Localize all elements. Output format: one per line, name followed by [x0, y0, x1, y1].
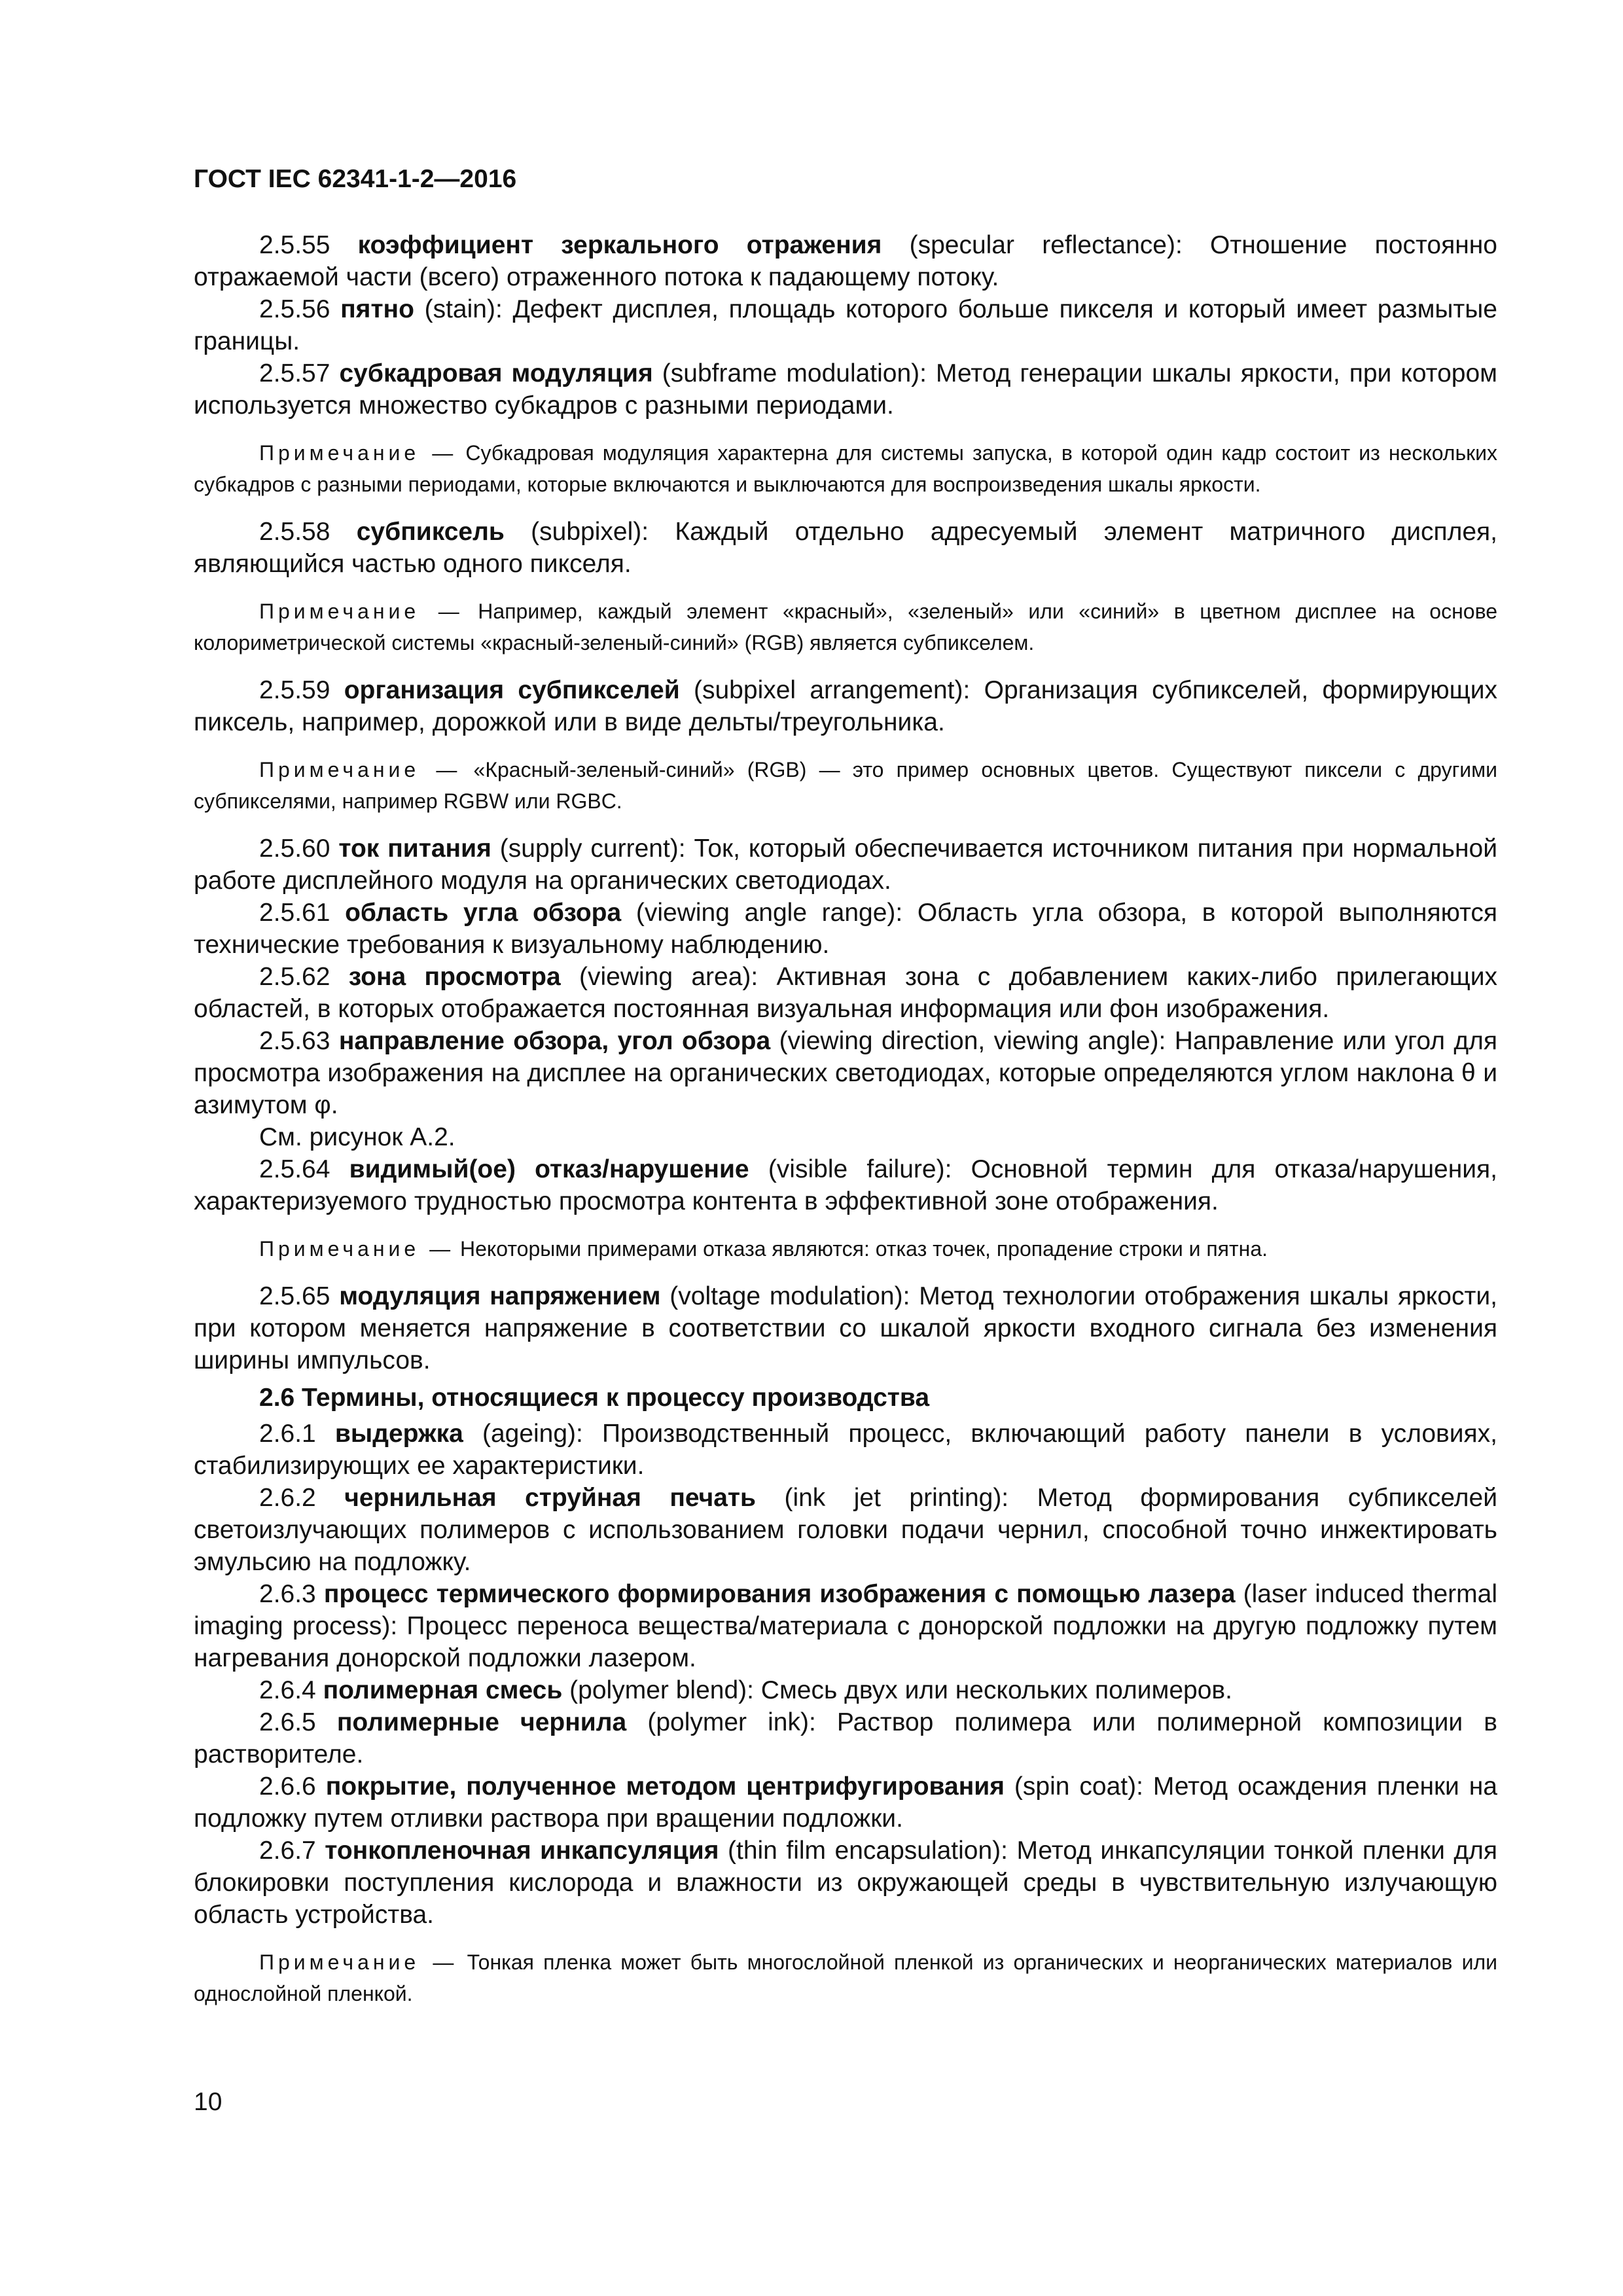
entry-2-6-3 [194, 1578, 1497, 1674]
note-text: «Красный-зеленый-синий» (RGB) — это пример основных цветов. Существуют пиксели с другими субпикселями, например RGBW или RGBC. [194, 758, 1498, 813]
entry-definition: (ink jet printing): Метод формирования субпикселей светоизлучающих полимеров с использованием головки подачи чернил, способной точно инжектировать эмульсию на подложку. [194, 1484, 1497, 1576]
entry-number: 2.6.6 [259, 1772, 316, 1801]
entry-2-5-61 [194, 897, 1497, 961]
entry-definition: (voltage modulation): Метод технологии отображения шкалы яркости, при котором меняется напряжение в соответствии со шкалой яркости входного сигнала без изменения ширины импульсов. [194, 1282, 1497, 1374]
note-label: Примечание — [259, 1950, 458, 1974]
entry-term: чернильная струйная печать [344, 1484, 757, 1512]
entry-2-5-65 [194, 1280, 1497, 1376]
entry-number: 2.6.1 [259, 1420, 316, 1448]
entry-term: модуляция напряжением [339, 1282, 661, 1310]
entry-number: 2.5.58 [259, 518, 330, 546]
entry-number: 2.6.5 [259, 1708, 316, 1736]
note-2-5-59 [194, 754, 1497, 817]
note-label: Примечание — [259, 1237, 455, 1261]
entry-number: 2.5.62 [259, 963, 330, 991]
note-text: Субкадровая модуляция характерна для системы запуска, в которой один кадр состоит из нескольких субкадров с разными периодами, которые включаются и выключаются для воспроизведения шкалы яркости. [194, 441, 1497, 496]
document-body [194, 229, 1497, 2025]
entry-2-6-4 [194, 1674, 1497, 1706]
entry-definition: (visible failure): Основной термин для отказа/нарушения, характеризуемого трудностью просмотра контента в эффективной зоне отображения. [194, 1155, 1498, 1215]
entry-definition: (viewing angle range): Область угла обзора, в которой выполняются технические требования к визуальному наблюдению. [194, 899, 1498, 959]
entry-definition: (supply current): Ток, который обеспечивается источником питания при нормальной работе дисплейного модуля на органических светодиодах. [194, 834, 1497, 895]
page-number: 10 [194, 2088, 223, 2116]
note-text: Например, каждый элемент «красный», «зеленый» или «синий» в цветном дисплее на основе колориметрической системы «красный-зеленый-синий» (RGB) является субпикселем. [194, 600, 1498, 655]
entry-term: область угла обзора [345, 899, 622, 927]
entry-number: 2.5.65 [259, 1282, 330, 1310]
entry-definition: (polymer ink): Раствор полимера или полимерной композиции в растворителе. [194, 1708, 1497, 1768]
entry-definition: (subpixel arrangement): Организация субпикселей, формирующих пиксель, например, дорожкой или в виде дельты/треугольника. [194, 676, 1497, 736]
entry-number: 2.6.3 [259, 1580, 316, 1608]
entry-term: направление обзора, угол обзора [338, 1027, 771, 1055]
entry-2-6-6 [194, 1770, 1497, 1835]
entry-term: зона просмотра [348, 963, 561, 991]
entry-number: 2.5.61 [259, 899, 330, 927]
entry-number: 2.5.60 [259, 834, 330, 863]
entry-definition: (laser induced thermal imaging process): Процесс переноса вещества/материала с донорской подложки на другую подложку путем нагревания донорской подложки лазером. [194, 1580, 1497, 1672]
entry-number: 2.5.57 [259, 359, 330, 387]
entry-2-6-7 [194, 1835, 1497, 1931]
entry-definition: (spin coat): Метод осаждения пленки на подложку путем отливки раствора при вращении подложки. [194, 1772, 1497, 1833]
entry-term: выдержка [334, 1420, 463, 1448]
note-2-6-7 [194, 1946, 1497, 2009]
entry-definition: (specular reflectance): Отношение постоянно отражаемой части (всего) отраженного потока к падающему потоку. [194, 231, 1497, 291]
note-label: Примечание — [259, 758, 461, 781]
entry-definition: (ageing): Производственный процесс, включающий работу панели в условиях, стабилизирующих ее характеристики. [194, 1420, 1498, 1480]
entry-number: 2.5.55 [259, 231, 330, 259]
note-text: Тонкая пленка может быть многослойной пленкой из органических и неорганических материалов или однослойной пленкой. [194, 1950, 1498, 2005]
entry-2-5-55 [194, 229, 1497, 293]
entry-2-5-64 [194, 1153, 1497, 1217]
entry-2-5-63 [194, 1025, 1497, 1121]
entry-term: коэффициент зеркального отражения [357, 231, 882, 259]
entry-term: тонкопленочная инкапсуляция [325, 1837, 719, 1865]
entry-term: полимерные чернила [336, 1708, 627, 1736]
entry-term: процесс термического формирования изображения с помощью лазера [323, 1580, 1236, 1608]
entry-term: пятно [340, 295, 414, 323]
entry-2-6-5 [194, 1706, 1497, 1770]
entry-number: 2.5.59 [259, 676, 330, 704]
entry-term: организация субпикселей [344, 676, 680, 704]
entry-definition: (thin film encapsulation): Метод инкапсуляции тонкой пленки для блокировки поступления кислорода и влажности из окружающей среды в чувствительную излучающую область устройства. [194, 1837, 1497, 1929]
entry-number: 2.6.4 [259, 1676, 316, 1704]
entry-number: 2.5.63 [259, 1027, 330, 1055]
entry-2-5-60 [194, 833, 1497, 897]
entry-definition: (viewing direction, viewing angle): Направление или угол для просмотра изображения на дисплее на органических светодиодах, которые определяются углом наклона θ и азимутом φ. [194, 1027, 1498, 1119]
document-header: ГОСТ IEC 62341-1-2—2016 [194, 165, 517, 193]
entry-term: покрытие, полученное методом центрифугирования [325, 1772, 1005, 1801]
entry-number: 2.6.7 [259, 1837, 316, 1865]
entry-definition: (stain): Дефект дисплея, площадь которого больше пикселя и который имеет размытые границы. [194, 295, 1498, 355]
section-heading-2-6: 2.6 Термины, относящиеся к процессу производства [259, 1384, 930, 1412]
entry-term: видимый(ое) отказ/нарушение [349, 1155, 749, 1183]
entry-number: 2.5.56 [259, 295, 330, 323]
entry-number: 2.5.64 [259, 1155, 330, 1183]
entry-2-5-57 [194, 357, 1497, 422]
entry-2-5-56 [194, 293, 1497, 357]
entry-term: субкадровая модуляция [339, 359, 653, 387]
note-text: Некоторыми примерами отказа являются: отказ точек, пропадение строки и пятна. [454, 1237, 1268, 1261]
note-label: Примечание — [259, 600, 463, 623]
entry-definition: (viewing area): Активная зона с добавлением каких-либо прилегающих областей, в которых отображается постоянная визуальная информация или фон изображения. [194, 963, 1497, 1023]
figure-reference: См. рисунок А.2. [259, 1123, 455, 1151]
entry-definition: (subframe modulation): Метод генерации шкалы яркости, при котором используется множество субкадров с разными периодами. [194, 359, 1497, 420]
entry-term: ток питания [338, 834, 491, 863]
entry-definition: (subpixel): Каждый отдельно адресуемый элемент матричного дисплея, являющийся частью одного пикселя. [194, 518, 1497, 578]
note-2-5-64 [194, 1233, 1497, 1265]
entry-term: субпиксель [356, 518, 505, 546]
entry-2-6-2 [194, 1482, 1497, 1578]
entry-term: полимерная смесь [323, 1676, 563, 1704]
note-label: Примечание — [259, 441, 457, 465]
entry-definition: (polymer blend): Смесь двух или нескольких полимеров. [562, 1676, 1232, 1704]
entry-2-5-62 [194, 961, 1497, 1025]
entry-number: 2.6.2 [259, 1484, 316, 1512]
entry-2-5-58 [194, 516, 1497, 580]
note-2-5-58 [194, 596, 1497, 658]
note-2-5-57 [194, 437, 1497, 500]
entry-2-5-59 [194, 674, 1497, 738]
entry-2-6-1 [194, 1418, 1497, 1482]
